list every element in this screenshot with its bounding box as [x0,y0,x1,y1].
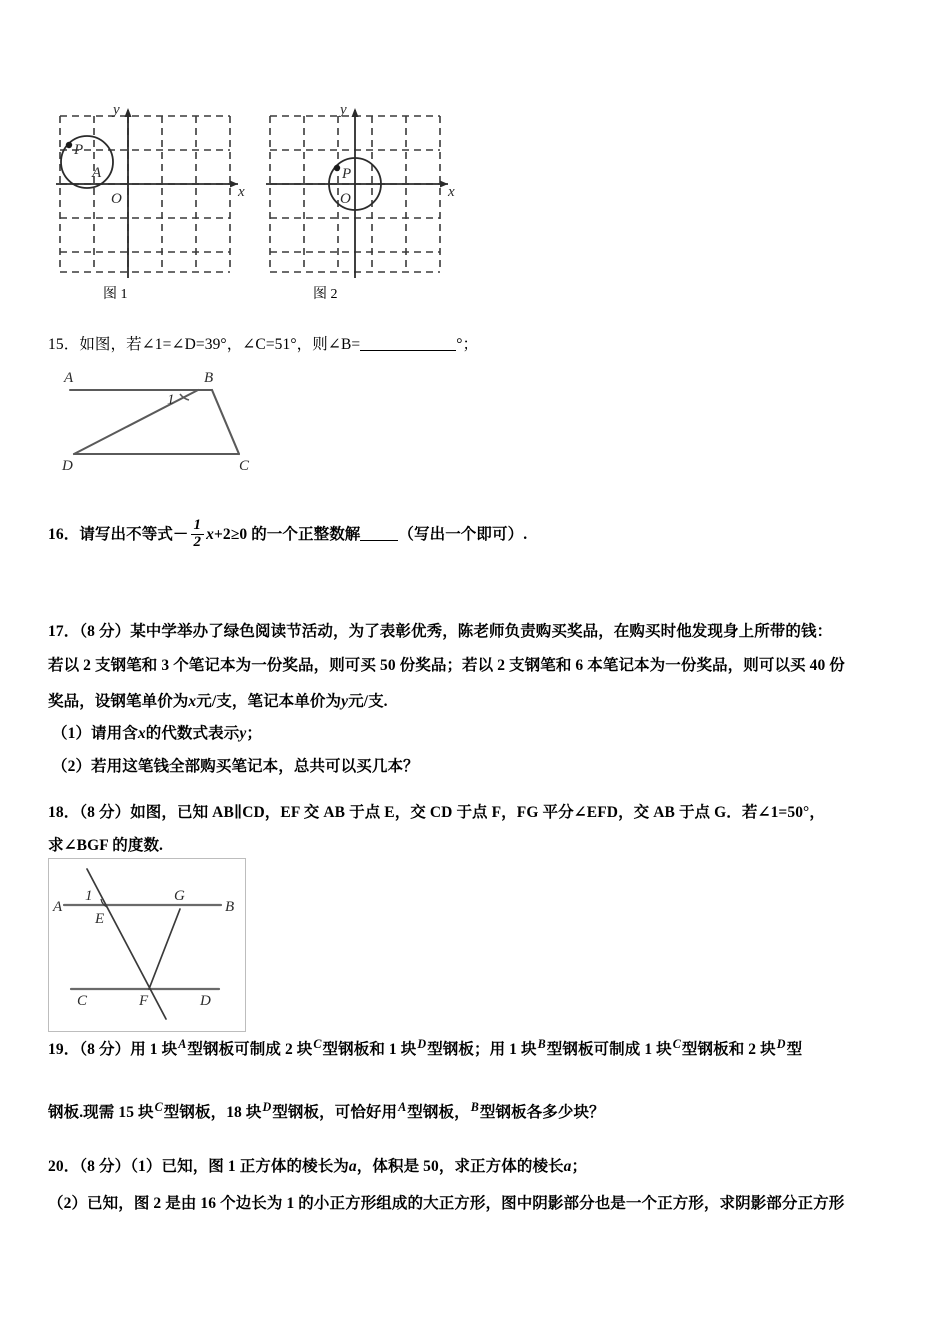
question-17-sub-2: （2）若用这笔钱全部购买笔记本，总共可以买几本？ [52,758,419,775]
label-a: A [92,165,102,181]
q19-sup-b: B [537,1037,546,1051]
q19-l2-sup-a: A [398,1100,407,1114]
label-a: A [53,899,63,915]
q18-score: （8 分） [79,804,131,821]
label-y-axis: y [340,102,347,118]
q19-l2-sup-d: D [262,1100,272,1114]
fraction-one-half [191,518,205,551]
q17-number: 17． [48,623,80,640]
coordinate-figure-2 [262,100,462,280]
q19-l2-seg5: 型钢板各多少块？ [479,1104,605,1122]
label-x-axis: x [448,184,455,200]
x-axis-arrow [230,181,238,188]
question-17-sub-1 [52,722,262,745]
coord-fig1-svg [52,100,252,280]
q20-s1-a: （1）已知，图 1 正方体的棱长为 [130,1158,349,1175]
coord-fig2-caption: 图 2 [313,287,338,302]
fraction-numerator: 1 [193,517,202,533]
question-16 [48,518,527,551]
trapezoid-svg [56,368,286,473]
label-a: A [64,370,74,386]
q19-seg7: 型 [786,1041,803,1059]
q19-seg3: 型钢板和 1 块 [322,1041,417,1059]
label-e: E [95,911,105,927]
q19-l2-seg1: 钢板.现需 15 块 [48,1104,154,1122]
q16-expr-rest: +2≥0 的一个正整数解 [213,526,361,543]
q17-s1-a: （1）请用含 [52,725,138,742]
question-19-line-1 [48,1035,802,1061]
q16-number: 16． [48,526,80,543]
y-axis-arrow [125,108,132,117]
q16-text-after: （写出一个即可）. [398,526,528,543]
q19-seg2: 型钢板可制成 2 块 [187,1041,313,1059]
y-axis-arrow [352,108,359,117]
fraction-denominator: 2 [191,534,205,551]
x-axis-arrow [440,181,448,188]
label-f: F [139,993,149,1009]
q17-l3-b: 元/支，笔记本单价为 [196,693,342,710]
q19-l2-seg2: 型钢板，18 块 [163,1104,262,1122]
label-origin: O [340,191,351,207]
q19-score: （8 分） [79,1041,131,1059]
label-x-axis: x [238,184,245,200]
question-20-line-1 [48,1155,587,1178]
q17-s1-c: ； [246,725,262,742]
label-d: D [62,458,73,474]
q17-l3-a: 奖品，设钢笔单价为 [48,693,189,710]
q17-s1-b: 的代数式表示 [145,725,240,742]
q19-l2-sup-b: B [470,1100,479,1114]
q19-sup-c: C [313,1037,322,1051]
q19-sup-d2: D [776,1037,786,1051]
label-g: G [174,888,185,904]
question-18-line-1 [48,801,825,824]
q20-number: 20． [48,1158,80,1175]
q19-sup-d: D [417,1037,427,1051]
q19-l2-seg4: 型钢板， [407,1104,470,1122]
q19-seg6: 型钢板和 2 块 [681,1041,776,1059]
q15-text: 如图，若∠1=∠D=39°，∠C=51°，则∠B= [79,336,361,353]
question-20-line-2: （2）已知，图 2 是由 16 个边长为 1 的小正方形组成的大正方形，图中阴影部分也是一个正方形，求阴影部分正方形 [48,1195,845,1212]
label-d: D [200,993,211,1009]
q20-s1-c: ； [571,1158,588,1175]
q16-answer-blank[interactable] [360,540,398,541]
q17-text-1: 某中学举办了绿色阅读节活动，为了表彰优秀，陈老师负责购买奖品，在购买时他发现身上所带的钱： [130,623,833,640]
q17-s1-var-y: y [239,725,247,742]
q19-seg1: 用 1 块 [130,1041,178,1059]
q17-var-x: x [188,693,197,710]
q20-var-a2: a [563,1158,572,1175]
label-b: B [204,370,214,386]
q16-variable: x [206,526,214,543]
point-p-dot [334,165,340,171]
q19-sup-c2: C [672,1037,681,1051]
label-p: P [74,142,84,158]
q20-score: （8 分） [79,1158,131,1175]
q16-text-before: 请写出不等式－ [79,526,189,543]
q19-l2-seg3: 型钢板，可恰好用 [272,1104,398,1122]
q18-number: 18． [48,804,80,821]
q15-number: 15． [48,336,80,353]
question-17-line-3 [48,690,388,713]
q17-var-y: y [341,693,349,710]
label-b: B [225,899,235,915]
label-angle-1: 1 [85,888,93,904]
q15-text-after: °； [456,336,479,353]
coord-fig2-svg [262,100,462,280]
q17-s1-var-x: x [137,725,146,742]
q19-l2-sup-c: C [154,1100,163,1114]
question-19-line-2 [48,1098,605,1124]
label-angle-1: 1 [167,392,175,408]
parallel-lines-svg [49,859,245,1031]
question-18-line-2: 求∠BGF 的度数. [48,837,164,854]
point-p-dot [66,142,72,148]
q19-seg5: 型钢板可制成 1 块 [546,1041,672,1059]
question-17-line-1 [48,620,832,643]
q15-answer-blank[interactable] [360,350,456,351]
label-c: C [77,993,88,1009]
q19-number: 19． [48,1041,80,1059]
q19-seg4: 型钢板；用 1 块 [427,1041,537,1059]
q17-l3-c: 元/支. [348,693,388,710]
label-c: C [239,458,250,474]
q17-score: （8 分） [79,623,131,640]
label-origin: O [111,191,122,207]
coordinate-figure-1 [52,100,252,280]
question-17-line-2: 若以 2 支钢笔和 3 个笔记本为一份奖品，则可买 50 份奖品；若以 2 支钢笔和 6 本笔记本为一份奖品，则可以买 40 份 [48,657,845,674]
q19-sup-a: A [178,1037,187,1051]
coord-fig1-caption: 图 1 [103,287,128,302]
question-15 [48,333,478,356]
parallel-lines-figure-box [48,858,246,1032]
q20-s1-b: ，体积是 50，求正方体的棱长 [356,1158,564,1175]
label-p: P [342,166,352,182]
q18-text-1: 如图，已知 AB∥CD，EF 交 AB 于点 E，交 CD 于点 F，FG 平分∠EFD，交 AB 于点 G．若∠1=50°， [130,804,825,821]
trapezoid-figure [56,368,286,473]
label-y-axis: y [113,102,120,118]
q20-var-a1: a [348,1158,357,1175]
